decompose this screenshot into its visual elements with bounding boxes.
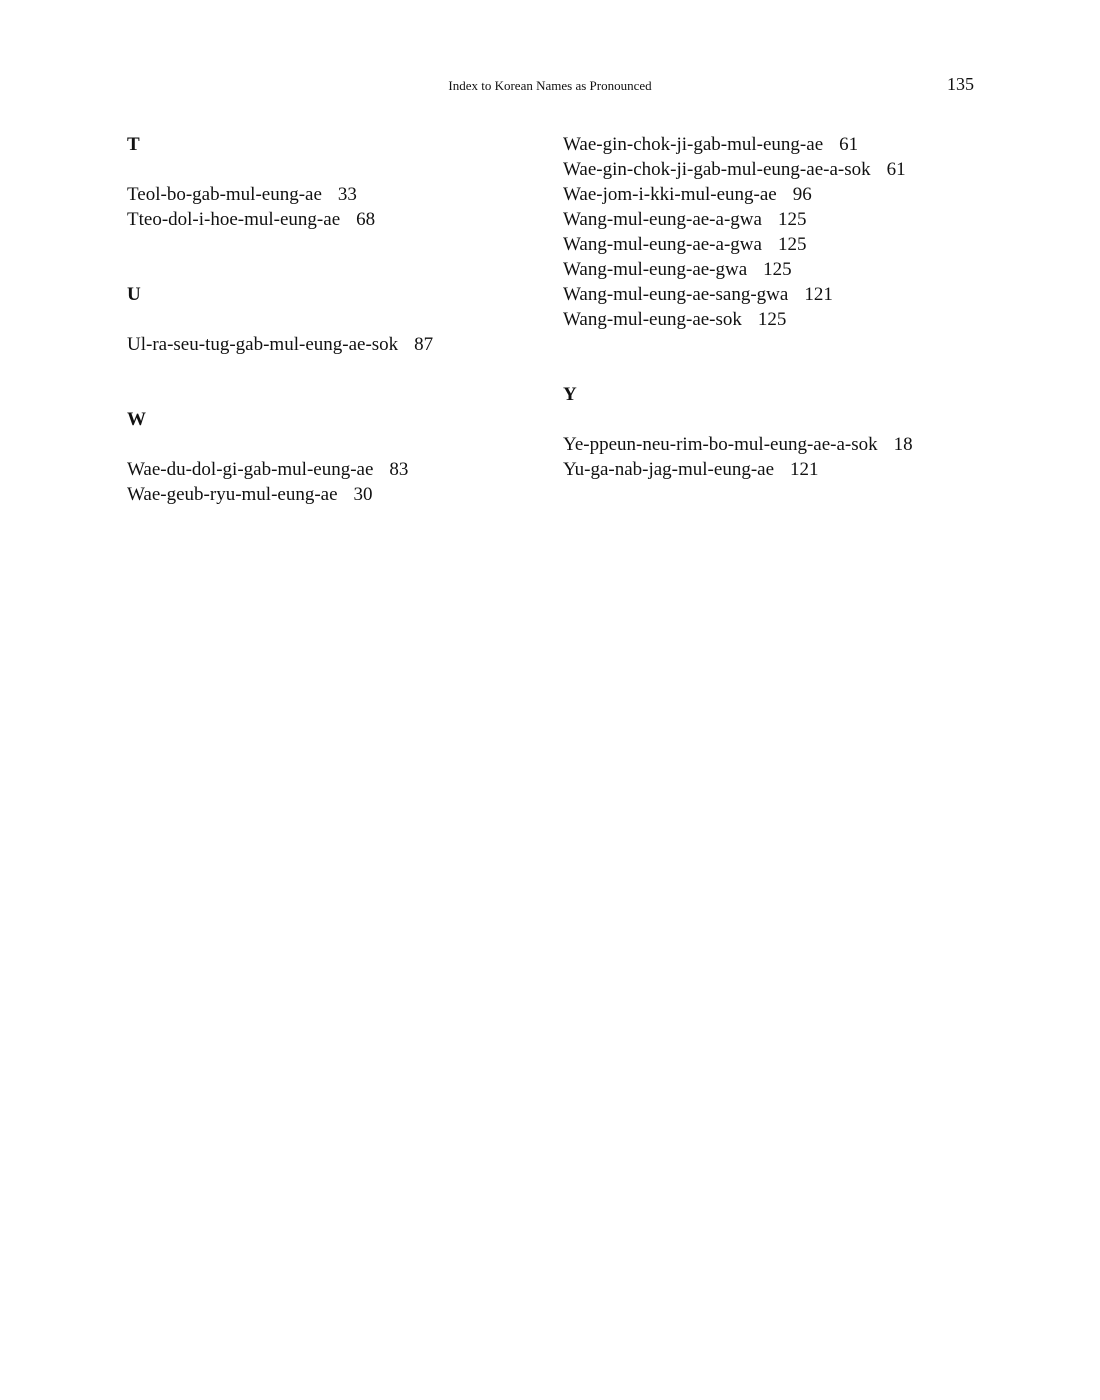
entry-page: 61 bbox=[839, 134, 859, 155]
page-number: 135 bbox=[947, 74, 974, 94]
index-entry bbox=[127, 207, 557, 232]
index-section-y bbox=[563, 382, 993, 482]
index-entry bbox=[127, 182, 557, 207]
entry-page: 68 bbox=[356, 209, 376, 230]
entry-name: Wang-mul-eung-ae-gwa bbox=[563, 259, 748, 280]
section-letter-y: Y bbox=[563, 384, 577, 405]
index-section-u bbox=[127, 282, 557, 357]
section-gap bbox=[127, 357, 557, 407]
entry-page: 83 bbox=[389, 459, 409, 480]
entry-name: Wae-gin-chok-ji-gab-mul-eung-ae-a-sok bbox=[563, 159, 871, 180]
entry-page: 125 bbox=[777, 209, 807, 230]
index-entry bbox=[127, 482, 557, 507]
entry-name: Wae-du-dol-gi-gab-mul-eung-ae bbox=[127, 459, 374, 480]
index-entry bbox=[563, 132, 993, 157]
index-entry bbox=[563, 232, 993, 257]
section-letter-t: T bbox=[127, 134, 140, 155]
section-letter-w: W bbox=[127, 409, 146, 430]
entry-name: Wae-geub-ryu-mul-eung-ae bbox=[127, 484, 338, 505]
entry-name: Tteo-dol-i-hoe-mul-eung-ae bbox=[127, 209, 341, 230]
index-entry bbox=[563, 182, 993, 207]
index-column-left bbox=[127, 132, 557, 507]
entry-page: 125 bbox=[757, 309, 787, 330]
section-gap bbox=[563, 332, 993, 382]
section-gap bbox=[127, 232, 557, 282]
section-letter-u: U bbox=[127, 284, 141, 305]
index-entry bbox=[563, 257, 993, 282]
index-entry bbox=[563, 157, 993, 182]
entry-name: Ye-ppeun-neu-rim-bo-mul-eung-ae-a-sok bbox=[563, 434, 878, 455]
entry-page: 125 bbox=[777, 234, 807, 255]
running-title: Index to Korean Names as Pronounced bbox=[448, 78, 652, 93]
index-entry bbox=[563, 207, 993, 232]
entry-page: 125 bbox=[763, 259, 792, 280]
index-section-w-continued bbox=[563, 132, 993, 332]
entry-name: Ul-ra-seu-tug-gab-mul-eung-ae-sok bbox=[127, 334, 399, 355]
index-section-t bbox=[127, 132, 557, 232]
index-entry bbox=[563, 432, 993, 457]
entry-name: Wang-mul-eung-ae-a-gwa bbox=[563, 234, 762, 255]
entry-page: 121 bbox=[790, 459, 819, 480]
entry-name: Wang-mul-eung-ae-sok bbox=[563, 309, 742, 330]
entry-name: Wae-gin-chok-ji-gab-mul-eung-ae bbox=[563, 134, 824, 155]
entry-page: 33 bbox=[337, 184, 357, 205]
entry-name: Yu-ga-nab-jag-mul-eung-ae bbox=[563, 459, 775, 480]
index-entry bbox=[563, 307, 993, 332]
index-entry bbox=[127, 332, 557, 357]
entry-page: 30 bbox=[353, 484, 373, 505]
entry-page: 61 bbox=[886, 159, 906, 180]
index-entry bbox=[127, 457, 557, 482]
entry-page: 18 bbox=[893, 434, 913, 455]
entry-page: 96 bbox=[792, 184, 812, 205]
entry-page: 87 bbox=[414, 334, 434, 355]
entry-name: Wang-mul-eung-ae-sang-gwa bbox=[563, 284, 789, 305]
entry-page: 121 bbox=[804, 284, 833, 305]
index-entry bbox=[563, 282, 993, 307]
entry-name: Wae-jom-i-kki-mul-eung-ae bbox=[563, 184, 777, 205]
entry-name: Teol-bo-gab-mul-eung-ae bbox=[127, 184, 322, 205]
index-entry bbox=[563, 457, 993, 482]
index-section-w bbox=[127, 407, 557, 507]
index-column-right bbox=[563, 132, 993, 482]
entry-name: Wang-mul-eung-ae-a-gwa bbox=[563, 209, 762, 230]
